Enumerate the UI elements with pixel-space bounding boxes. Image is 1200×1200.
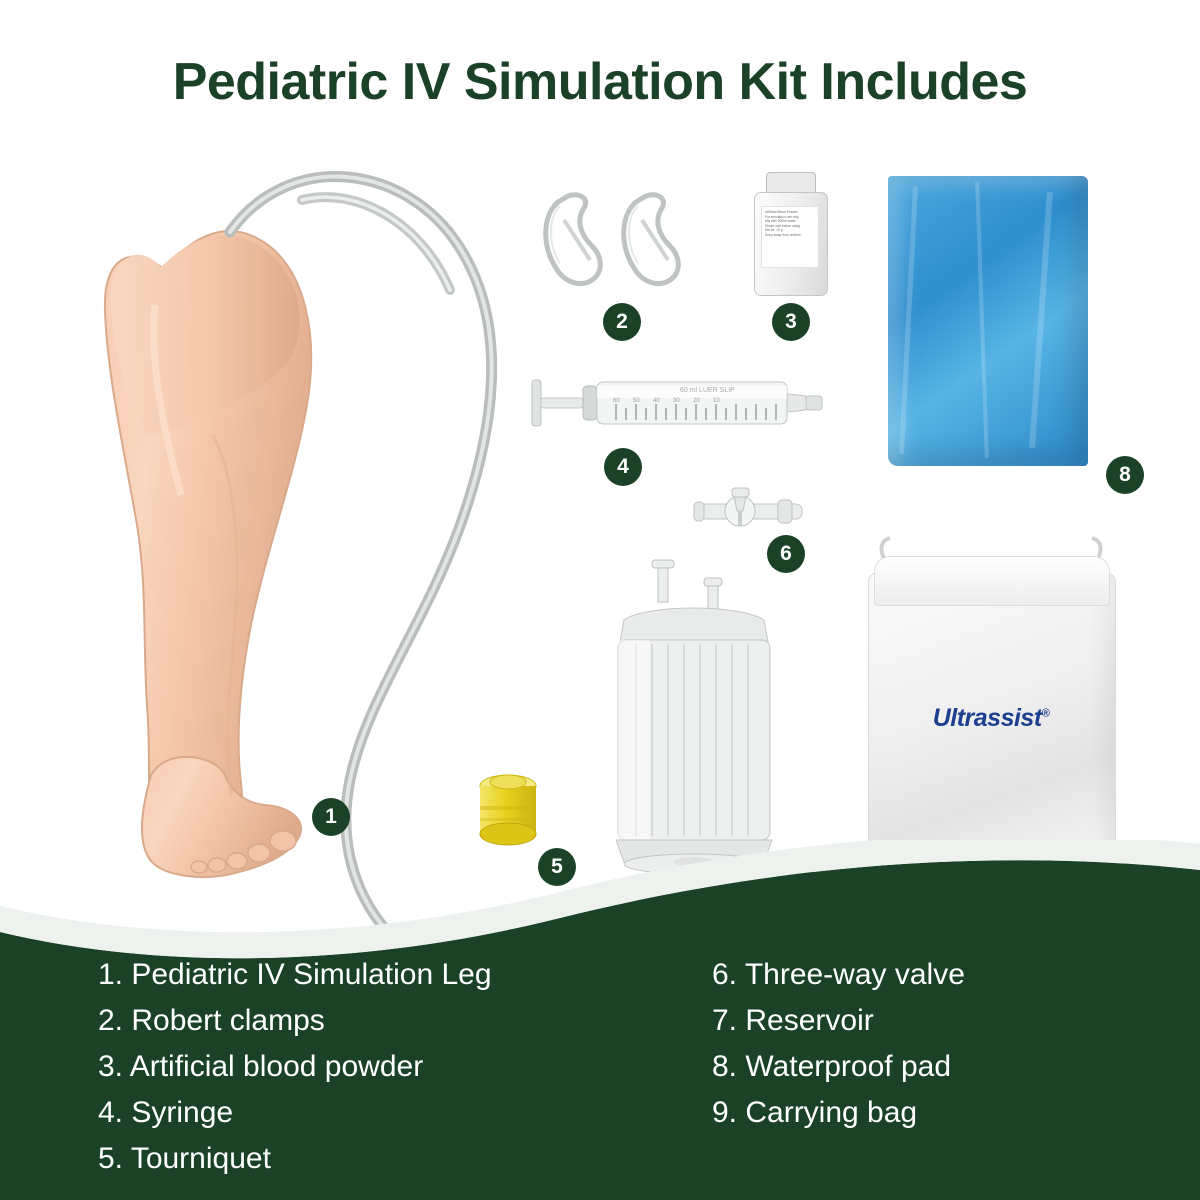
- callout-badge-4: [604, 448, 642, 486]
- callout-badge-3: [772, 303, 810, 341]
- legend-column-left: [98, 952, 492, 1182]
- legend-item: 9. Carrying bag: [712, 1096, 918, 1129]
- svg-text:30: 30: [673, 398, 680, 404]
- callout-number: 1: [325, 805, 337, 828]
- three-way-valve: [692, 484, 810, 540]
- bottle-label-line: Net wt. 10 g: [765, 228, 783, 233]
- legend-lists: [0, 840, 1200, 1200]
- legend-item: 5. Tourniquet: [98, 1142, 271, 1175]
- bottle-label-line: Artificial Blood Powder: [765, 210, 798, 214]
- bag-drawstring-top: [874, 556, 1110, 606]
- callout-number: 4: [617, 455, 629, 478]
- bottle-label-line: Shake well before using: [765, 223, 801, 228]
- svg-text:60 ml LUER SLIP: 60 ml LUER SLIP: [680, 387, 735, 394]
- callout-number: 6: [780, 542, 792, 565]
- legend-item: 1. Pediatric IV Simulation Leg: [98, 958, 492, 991]
- svg-text:40: 40: [653, 398, 660, 404]
- artificial-blood-powder-bottle: [752, 172, 828, 297]
- carrying-bag: [856, 536, 1126, 876]
- callout-number: 3: [785, 310, 797, 333]
- legend-item: 3. Artificial blood powder: [98, 1050, 424, 1083]
- legend-item: 4. Syringe: [98, 1096, 234, 1129]
- legend-item: 2. Robert clamps: [98, 1004, 325, 1037]
- legend-item: 6. Three-way valve: [712, 958, 965, 991]
- bottle-label-line: For simulation use only: [765, 214, 799, 219]
- callout-badge-1: [312, 798, 350, 836]
- callout-badge-6: [767, 535, 805, 573]
- bag-logo-text: Ultrassist: [932, 704, 1042, 732]
- bottle-label-line: Mix with 500ml water: [765, 219, 796, 224]
- svg-text:50: 50: [633, 398, 640, 404]
- callout-badge-2: [603, 303, 641, 341]
- page-title: Pediatric IV Simulation Kit Includes: [172, 53, 1028, 111]
- callout-number: 2: [616, 310, 628, 333]
- svg-text:20: 20: [693, 398, 700, 404]
- svg-text:10: 10: [713, 398, 720, 404]
- waterproof-pad: [888, 176, 1088, 466]
- legend-item: 7. Reservoir: [712, 1004, 874, 1037]
- bag-logo-registered: ®: [1041, 707, 1050, 720]
- callout-number: 8: [1119, 463, 1131, 486]
- syringe: [530, 368, 830, 438]
- legend-item: 8. Waterproof pad: [712, 1050, 952, 1083]
- svg-text:60: 60: [613, 398, 620, 404]
- bag-logo: [896, 704, 1086, 733]
- callout-badge-8: [1106, 456, 1144, 494]
- reservoir: [606, 556, 782, 886]
- bottle-label-line: Keep away from children: [765, 232, 802, 237]
- robert-clamps: [540, 190, 700, 300]
- legend-column-right: [712, 952, 965, 1136]
- callout-number: 5: [551, 855, 563, 878]
- bottle-label: [761, 206, 819, 268]
